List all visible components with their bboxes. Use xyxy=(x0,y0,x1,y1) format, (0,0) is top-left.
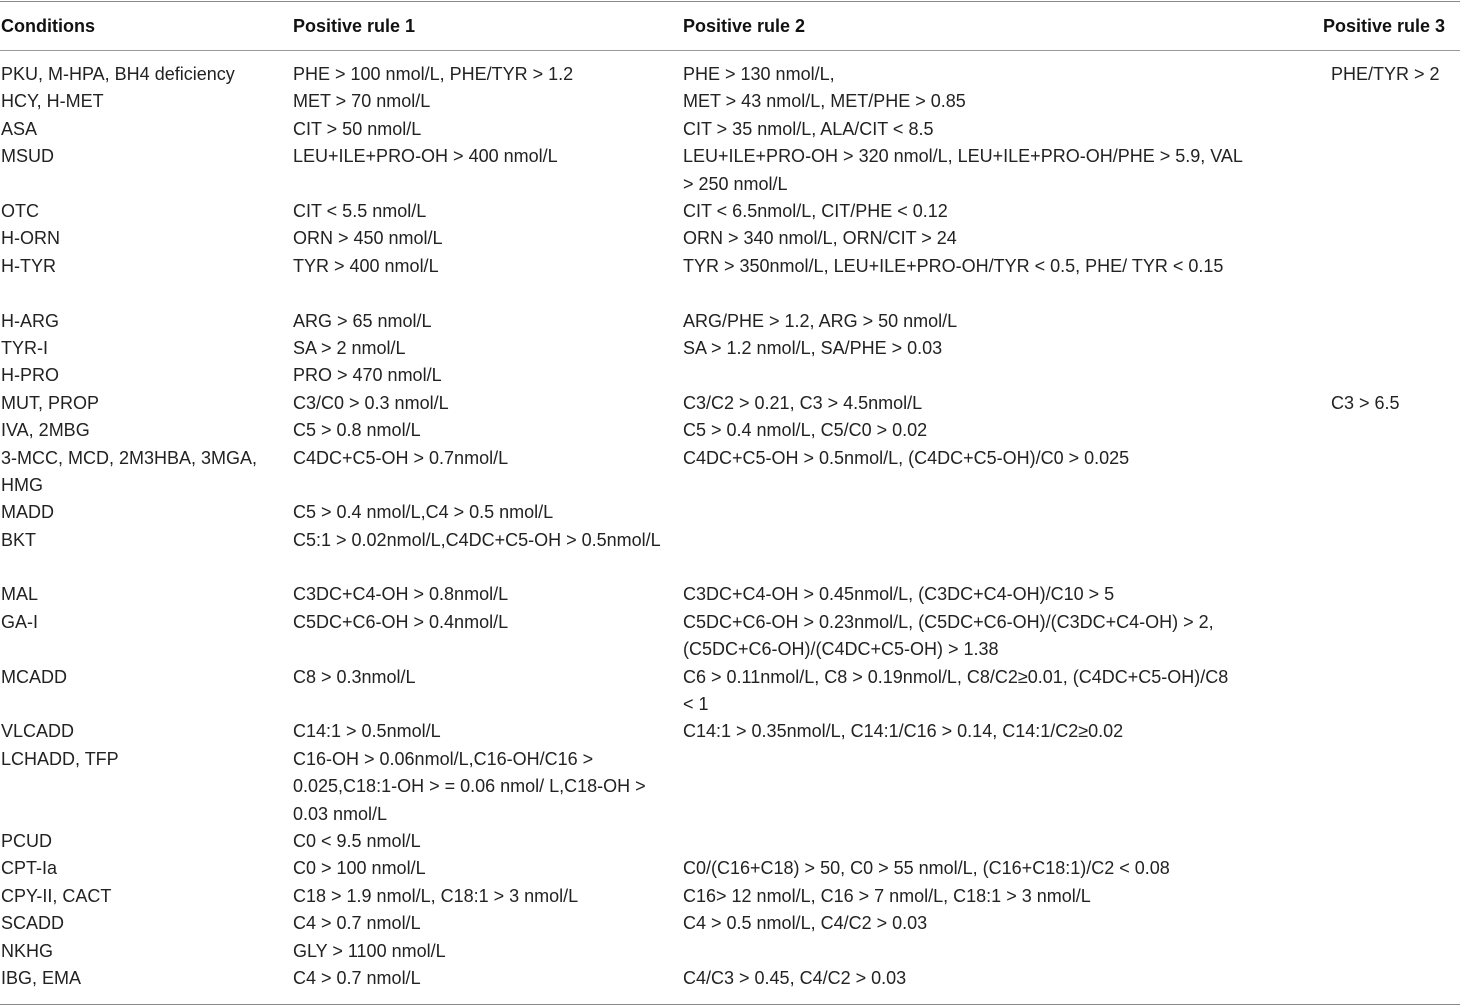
table-header-row xyxy=(0,0,1460,50)
table-row xyxy=(0,198,1460,225)
table-row xyxy=(0,225,1460,252)
positive-rule-1-cell: C4 > 0.7 nmol/L xyxy=(293,913,421,934)
condition-cell: ASA xyxy=(1,118,38,139)
column-header-positive-rule-1: Positive rule 1 xyxy=(293,16,416,36)
column-header-positive-rule-3: Positive rule 3 xyxy=(1323,16,1446,36)
positive-rule-1-cell: ORN > 450 nmol/L xyxy=(293,228,443,249)
table-row xyxy=(0,718,1460,745)
positive-rule-1-cell: C4 > 0.7 nmol/L xyxy=(293,968,421,988)
table-row xyxy=(0,527,1460,582)
positive-rule-2-cell: C3/C2 > 0.21, C3 > 4.5nmol/L xyxy=(683,392,923,413)
positive-rule-1-cell: C5:1 > 0.02nmol/L,C4DC+C5-OH > 0.5nmol/L xyxy=(293,529,661,550)
positive-rule-1-cell: C8 > 0.3nmol/L xyxy=(293,666,416,687)
positive-rule-1-cell: C5DC+C6-OH > 0.4nmol/L xyxy=(293,611,509,632)
positive-rule-1-cell: C14:1 > 0.5nmol/L xyxy=(293,721,441,742)
table-row xyxy=(0,609,1460,664)
positive-rule-2-cell: C3DC+C4-OH > 0.45nmol/L, (C3DC+C4-OH)/C10 > 5 xyxy=(683,584,1115,605)
condition-cell: LCHADD, TFP xyxy=(1,748,119,769)
positive-rule-2-cell: TYR > 350nmol/L, LEU+ILE+PRO-OH/TYR < 0.5, PHE/ TYR < 0.15 xyxy=(683,255,1224,276)
positive-rule-2-cell: CIT < 6.5nmol/L, CIT/PHE < 0.12 xyxy=(683,200,948,221)
condition-cell: VLCADD xyxy=(1,721,75,742)
table-row xyxy=(0,910,1460,937)
positive-rule-3-cell: PHE/TYR > 2 xyxy=(1331,64,1440,84)
table-row xyxy=(0,362,1460,389)
condition-cell: CPY-II, CACT xyxy=(1,885,112,906)
table-row xyxy=(0,828,1460,855)
condition-cell: MADD xyxy=(1,502,54,523)
condition-cell: GA-I xyxy=(1,611,39,632)
condition-cell: PKU, M-HPA, BH4 deficiency xyxy=(1,64,235,84)
positive-rule-2-cell: C14:1 > 0.35nmol/L, C14:1/C16 > 0.14, C14:1/C2≥0.02 xyxy=(683,721,1124,742)
condition-cell: IVA, 2MBG xyxy=(1,420,90,441)
table-row xyxy=(0,116,1460,143)
table-bottom-rule xyxy=(0,1004,1460,1005)
positive-rule-1-cell: C18 > 1.9 nmol/L, C18:1 > 3 nmol/L xyxy=(293,885,579,906)
positive-rule-1-cell: LEU+ILE+PRO-OH > 400 nmol/L xyxy=(293,146,558,167)
condition-cell: NKHG xyxy=(1,940,54,961)
positive-rule-1-cell: C0 > 100 nmol/L xyxy=(293,858,426,879)
condition-cell: TYR-I xyxy=(1,337,48,358)
positive-rule-2-cell: C4 > 0.5 nmol/L, C4/C2 > 0.03 xyxy=(683,913,928,934)
positive-rule-1-cell: MET > 70 nmol/L xyxy=(293,91,431,112)
condition-cell: OTC xyxy=(1,200,39,221)
table-body xyxy=(0,61,1460,992)
table-row xyxy=(0,417,1460,444)
condition-cell: MUT, PROP xyxy=(1,392,100,413)
table-row xyxy=(0,335,1460,362)
positive-rule-1-cell: C0 < 9.5 nmol/L xyxy=(293,831,421,852)
table-row xyxy=(0,61,1460,88)
condition-cell: H-ORN xyxy=(1,228,60,249)
column-header-positive-rule-2: Positive rule 2 xyxy=(683,16,806,36)
positive-rule-1-cell: ARG > 65 nmol/L xyxy=(293,310,432,331)
positive-rule-1-cell: SA > 2 nmol/L xyxy=(293,337,406,358)
positive-rule-2-cell: C5 > 0.4 nmol/L, C5/C0 > 0.02 xyxy=(683,420,928,441)
positive-rule-1-cell: C3DC+C4-OH > 0.8nmol/L xyxy=(293,584,509,605)
positive-rule-2-cell: MET > 43 nmol/L, MET/PHE > 0.85 xyxy=(683,91,966,112)
condition-cell: 3-MCC, MCD, 2M3HBA, 3MGA, HMG xyxy=(1,447,258,495)
positive-rule-1-cell: PHE > 100 nmol/L, PHE/TYR > 1.2 xyxy=(293,64,574,84)
positive-rule-2-cell: C6 > 0.11nmol/L, C8 > 0.19nmol/L, C8/C2≥0.01, (C4DC+C5-OH)/C8 < 1 xyxy=(683,666,1229,715)
positive-rule-1-cell: TYR > 400 nmol/L xyxy=(293,255,439,276)
table-row xyxy=(0,143,1460,198)
table-row xyxy=(0,746,1460,828)
column-header-conditions: Conditions xyxy=(1,16,95,36)
positive-rule-2-cell: C4DC+C5-OH > 0.5nmol/L, (C4DC+C5-OH)/C0 > 0.025 xyxy=(683,447,1130,468)
table-row xyxy=(0,253,1460,308)
condition-cell: H-ARG xyxy=(1,310,59,331)
positive-rule-2-cell: ORN > 340 nmol/L, ORN/CIT > 24 xyxy=(683,228,957,249)
positive-rule-1-cell: C5 > 0.8 nmol/L xyxy=(293,420,421,441)
positive-rule-1-cell: C16-OH > 0.06nmol/L,C16-OH/C16 > 0.025,C18:1-OH > = 0.06 nmol/ L,C18-OH > 0.03 nmol/L xyxy=(293,748,646,824)
condition-cell: BKT xyxy=(1,529,37,550)
positive-rule-2-cell: C0/(C16+C18) > 50, C0 > 55 nmol/L, (C16+C18:1)/C2 < 0.08 xyxy=(683,858,1170,879)
table-row xyxy=(0,883,1460,910)
condition-cell: CPT-Ia xyxy=(1,858,58,879)
positive-rule-2-cell: ARG/PHE > 1.2, ARG > 50 nmol/L xyxy=(683,310,958,331)
positive-rule-1-cell: C3/C0 > 0.3 nmol/L xyxy=(293,392,449,413)
table-row xyxy=(0,965,1460,992)
positive-rule-2-cell: PHE > 130 nmol/L, xyxy=(683,64,835,84)
table-header-rule xyxy=(0,50,1460,51)
table-row xyxy=(0,855,1460,882)
positive-rule-1-cell: C5 > 0.4 nmol/L,C4 > 0.5 nmol/L xyxy=(293,502,554,523)
positive-rule-2-cell: C5DC+C6-OH > 0.23nmol/L, (C5DC+C6-OH)/(C3DC+C4-OH) > 2, (C5DC+C6-OH)/(C4DC+C5-OH) > 1.38 xyxy=(683,611,1214,660)
table-row xyxy=(0,581,1460,608)
positive-rule-1-cell: CIT > 50 nmol/L xyxy=(293,118,422,139)
positive-rule-2-cell: SA > 1.2 nmol/L, SA/PHE > 0.03 xyxy=(683,337,943,358)
table-row xyxy=(0,445,1460,500)
table-row xyxy=(0,308,1460,335)
positive-rule-2-cell: C16> 12 nmol/L, C16 > 7 nmol/L, C18:1 > 3 nmol/L xyxy=(683,885,1091,906)
condition-cell: HCY, H-MET xyxy=(1,91,104,112)
condition-cell: H-TYR xyxy=(1,255,56,276)
condition-cell: MSUD xyxy=(1,146,54,167)
positive-rule-2-cell: CIT > 35 nmol/L, ALA/CIT < 8.5 xyxy=(683,118,934,139)
positive-rule-1-cell: GLY > 1100 nmol/L xyxy=(293,940,446,961)
table-row xyxy=(0,664,1460,719)
positive-rule-1-cell: C4DC+C5-OH > 0.7nmol/L xyxy=(293,447,509,468)
positive-rule-1-cell: CIT < 5.5 nmol/L xyxy=(293,200,427,221)
condition-cell: SCADD xyxy=(1,913,65,934)
table-row xyxy=(0,88,1460,115)
table-row xyxy=(0,390,1460,417)
condition-cell: PCUD xyxy=(1,831,53,852)
condition-cell: IBG, EMA xyxy=(1,968,82,988)
condition-cell: H-PRO xyxy=(1,365,59,386)
condition-cell: MAL xyxy=(1,584,39,605)
positive-rule-3-cell: C3 > 6.5 xyxy=(1331,392,1400,413)
positive-rule-1-cell: PRO > 470 nmol/L xyxy=(293,365,442,386)
condition-cell: MCADD xyxy=(1,666,67,687)
table-row xyxy=(0,499,1460,526)
table-row xyxy=(0,938,1460,965)
positive-rule-2-cell: LEU+ILE+PRO-OH > 320 nmol/L, LEU+ILE+PRO-OH/PHE > 5.9, VAL > 250 nmol/L xyxy=(683,146,1243,194)
positive-rule-2-cell: C4/C3 > 0.45, C4/C2 > 0.03 xyxy=(683,968,907,988)
